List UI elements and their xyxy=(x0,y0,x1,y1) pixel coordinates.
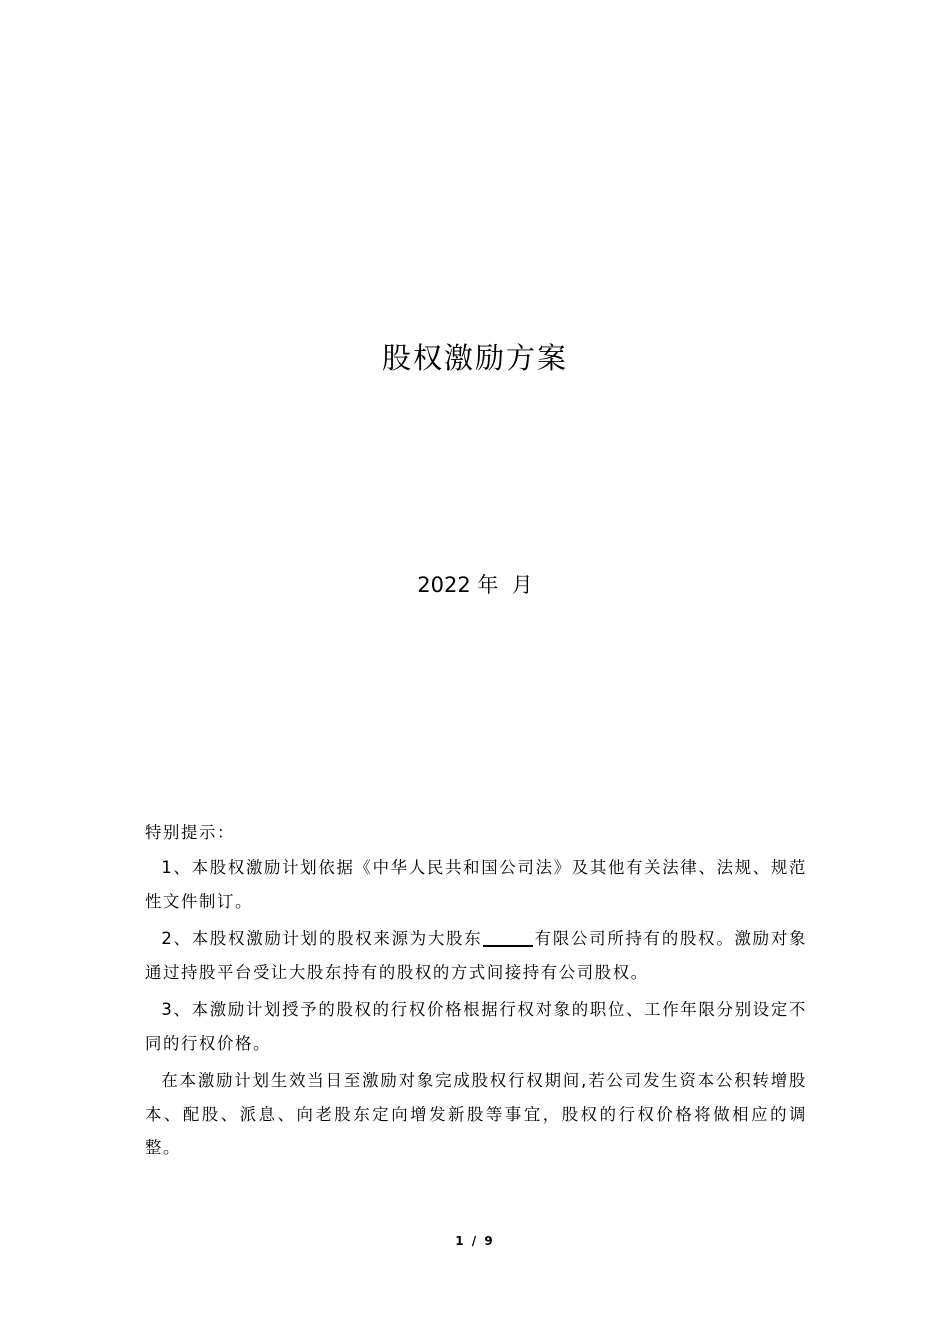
special-notice-section xyxy=(145,816,807,1169)
notice-item-3: 3、本激励计划授予的股权的行权价格根据行权对象的职位、工作年限分别设定不同的行权价格。 xyxy=(145,1000,807,1053)
page-number: 1 / 9 xyxy=(455,1234,495,1248)
notice-item-4: 在本激励计划生效当日至激励对象完成股权行权期间,若公司发生资本公积转增股本、配股、派息、向老股东定向增发新股等事宜，股权的行权价格将做相应的调整。 xyxy=(145,1071,807,1157)
notice-item-2 xyxy=(145,922,807,989)
notice-heading: 特别提示： xyxy=(145,823,235,842)
notice-item-1: 1、本股权激励计划依据《中华人民共和国公司法》及其他有关法律、法规、规范性文件制订。 xyxy=(145,858,807,911)
document-title: 股权激励方案 xyxy=(381,341,568,375)
notice-item-2-text-start: 2、本股权激励计划的股权来源为大股东 xyxy=(161,929,483,948)
document-date: 2022 年 月 xyxy=(417,573,533,597)
notice-item-2-text-end: 有限公司所持有的股权。激励对象通过持股平台受让大股东持有的股权的方式间接持有公司股权。 xyxy=(145,929,807,982)
fill-in-blank-line xyxy=(483,929,533,947)
